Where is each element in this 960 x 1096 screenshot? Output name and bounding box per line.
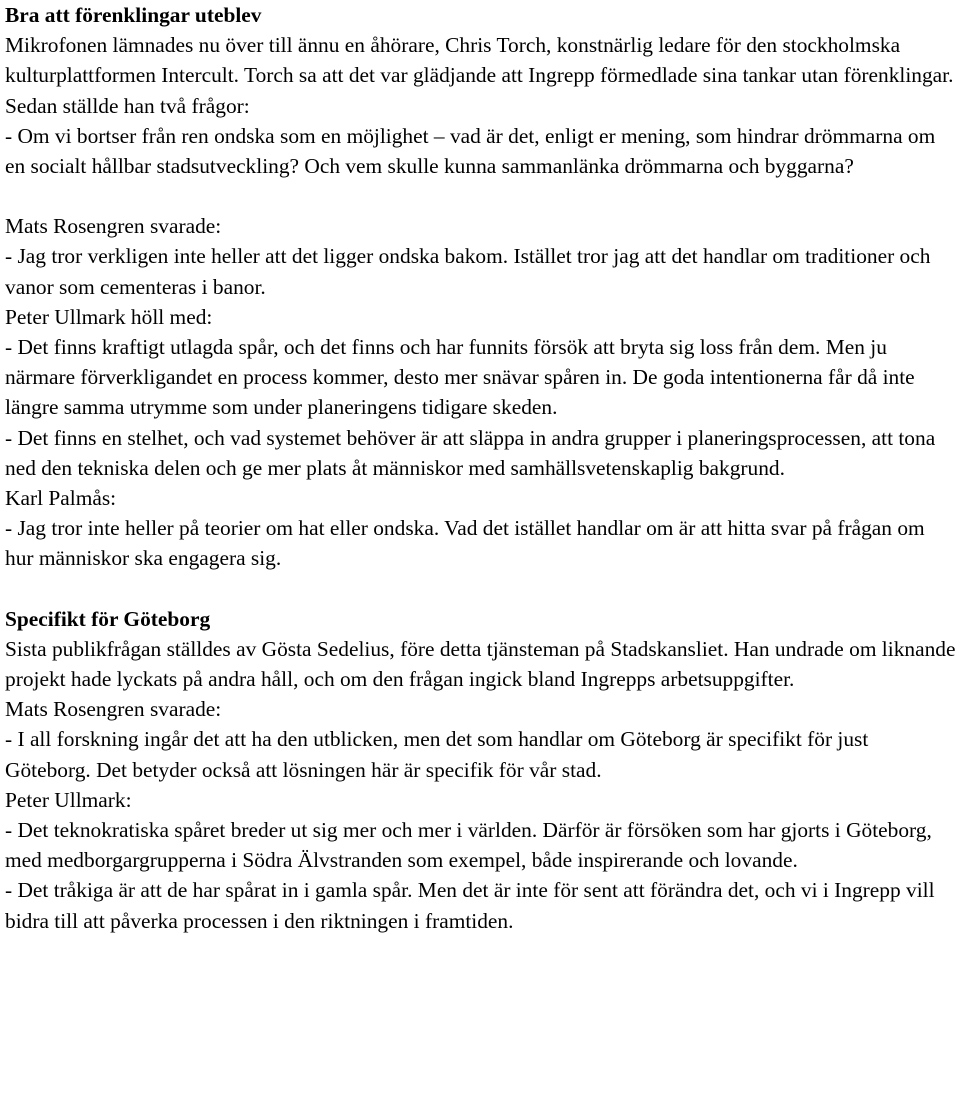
reply-paragraph: - Det finns en stelhet, och vad systemet behöver är att släppa in andra grupper i planeringsprocessen, att tona ned den tekniska delen och ge mer plats åt människor med samhällsvetenskaplig bakgrund. (5, 425, 936, 480)
reply-paragraph: - Det teknokratiska spåret breder ut sig mer och mer i världen. Därför är försöken som har gjorts i Göteborg, med medborgargrupperna i Södra Älvstranden som exempel, både inspirerande och lovande. (5, 818, 932, 873)
speaker-label: Mats Rosengren svarade: (5, 214, 222, 239)
reply-paragraph: - Det tråkiga är att de har spårat in i gamla spår. Men det är inte för sent att förändra det, och vi i Ingrepp vill bidra till att påverka processen i den riktningen i framtiden. (5, 878, 935, 933)
reply-paragraph: - Det finns kraftigt utlagda spår, och det finns och har funnits försök att bryta sig loss från dem. Men ju närmare förverkligandet en process kommer, desto mer snävar spåren in. De goda intentionerna får då inte längre samma utrymme som under planeringens tidigare skeden. (5, 335, 915, 420)
reply-paragraph: - Jag tror verkligen inte heller att det ligger ondska bakom. Istället tror jag att det handlar om traditioner och vanor som cementeras i banor. (5, 244, 931, 299)
intro-paragraph: Sista publikfrågan ställdes av Gösta Sedelius, före detta tjänsteman på Stadskansliet. Han undrade om liknande projekt hade lyckats på andra håll, och om den frågan ingick bland Ingrepps arbetsuppgifter. (5, 636, 956, 692)
question-paragraph: - Om vi bortser från ren ondska som en möjlighet – vad är det, enligt er mening, som hindrar drömmarna om en socialt hållbar stadsutveckling? Och vem skulle kunna sammanlänka drömmarna och byggarna? (5, 123, 936, 179)
speaker-label: Mats Rosengren svarade: (5, 697, 222, 722)
speaker-label: Karl Palmås: (5, 486, 117, 511)
speaker-label: Peter Ullmark: (5, 787, 132, 812)
reply-paragraph: - Jag tror inte heller på teorier om hat eller ondska. Vad det istället handlar om är att hitta svar på frågan om hur människor ska engagera sig. (5, 516, 925, 571)
intro-paragraph: Mikrofonen lämnades nu över till ännu en åhörare, Chris Torch, konstnärlig ledare för den stockholmska kulturplattformen Intercult. Torch sa att det var glädjande att Ingrepp förmedlade sina tankar utan förenklingar. Sedan ställde han två frågor: (5, 33, 954, 118)
speaker-label: Peter Ullmark höll med: (5, 304, 213, 329)
reply-paragraph: - I all forskning ingår det att ha den utblicken, men det som handlar om Göteborg är specifikt för just Göteborg. Det betyder också att lösningen här är specifik för vår stad. (5, 727, 869, 782)
paragraph-spacer (5, 181, 957, 211)
section-specifikt-for-goteborg (5, 604, 957, 936)
section-heading: Specifikt för Göteborg (5, 606, 211, 631)
section-bra-att-forenklingar (5, 0, 957, 574)
section-heading: Bra att förenklingar uteblev (5, 3, 262, 27)
section-spacer (5, 574, 957, 604)
article-body (5, 0, 957, 936)
